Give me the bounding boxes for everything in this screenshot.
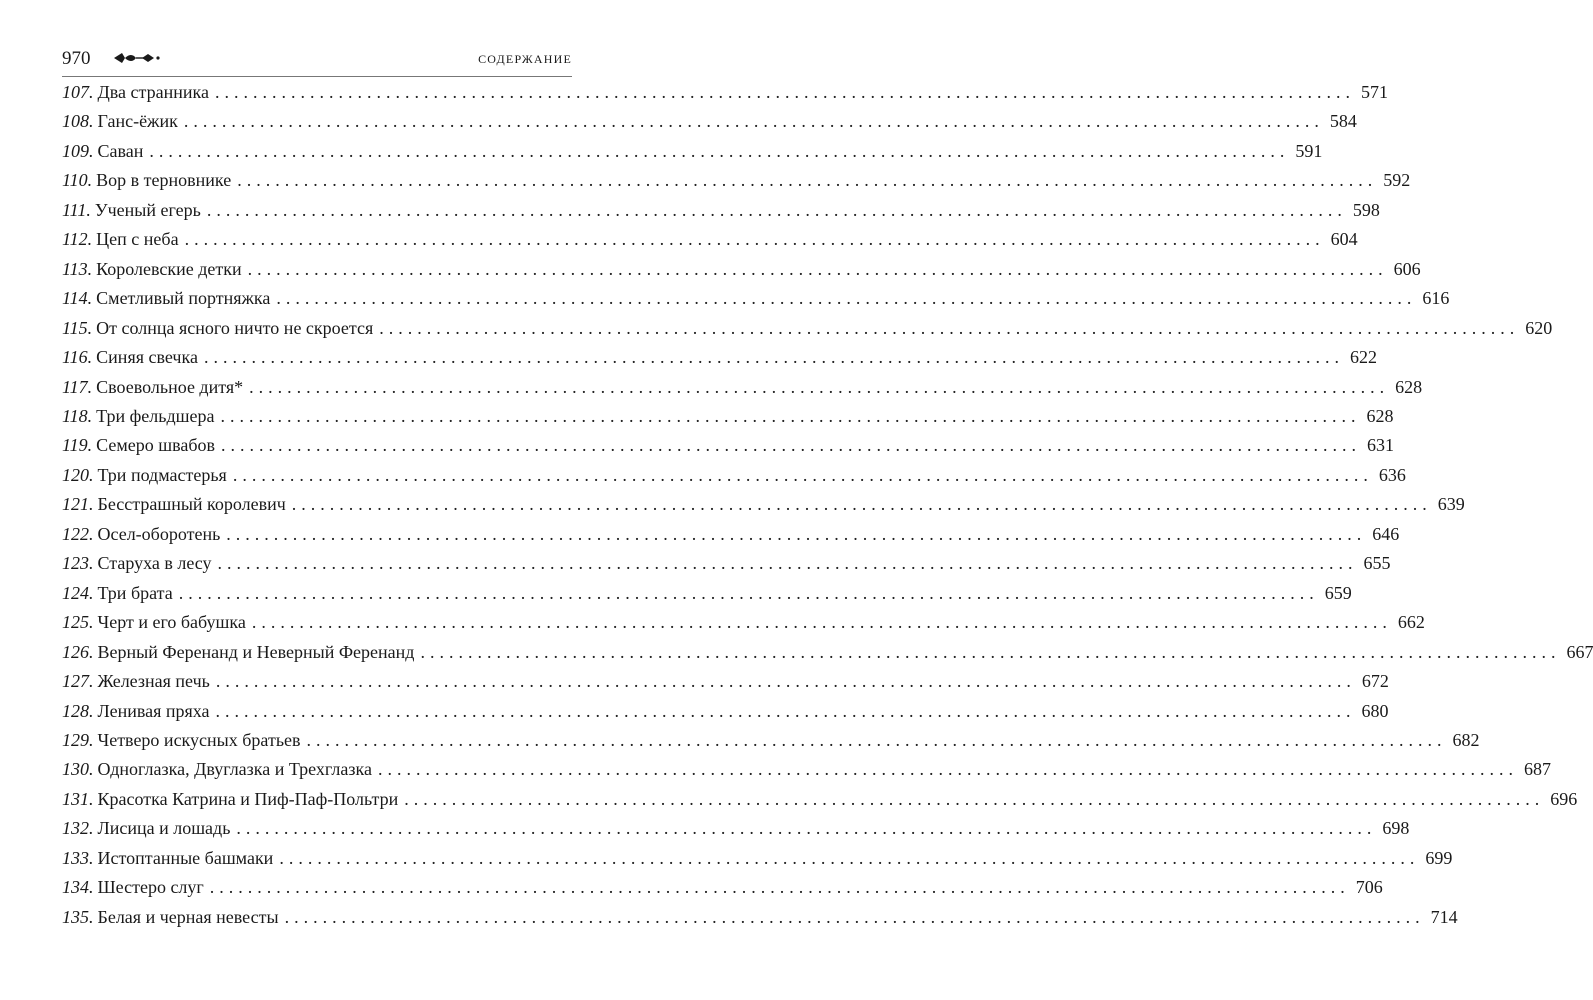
- toc-entry: [62, 431, 1395, 460]
- toc-entry-title: Одноглазка, Двуглазка и Трехглазка: [97, 759, 372, 780]
- toc-dot-leader: ........................................................................................................................: [279, 847, 1420, 868]
- toc-entry-title: Королевские детки: [96, 258, 242, 279]
- toc-entry-number: 125.: [62, 612, 94, 633]
- toc-entry-page: 706: [1355, 877, 1383, 898]
- toc-entry-page: 662: [1397, 612, 1425, 633]
- toc-entry-number: 130.: [62, 759, 94, 780]
- toc-entry-title: Сметливый портняжка: [96, 288, 271, 309]
- toc-dot-leader: ........................................................................................................................: [276, 288, 1417, 309]
- toc-entry-title: Старуха в лесу: [97, 553, 212, 574]
- toc-entry-number: 133.: [62, 847, 94, 868]
- toc-entry: [62, 461, 1406, 490]
- toc-entry-page: 604: [1330, 229, 1358, 250]
- toc-entry-number: 108.: [62, 111, 94, 132]
- toc-entry: [62, 844, 1453, 873]
- toc-dot-leader: ........................................................................................................................: [251, 612, 1392, 633]
- toc-dot-leader: ........................................................................................................................: [232, 464, 1373, 485]
- toc-entry: [62, 78, 1388, 107]
- toc-entry-title: Верный Ференанд и Неверный Ференанд: [97, 641, 415, 662]
- toc-entry-number: 107.: [62, 82, 94, 102]
- toc-entry-page: 698: [1382, 818, 1410, 839]
- page-header: [62, 46, 572, 77]
- toc-entry-page: 606: [1393, 258, 1421, 279]
- toc-dot-leader: ........................................................................................................................: [203, 347, 1344, 368]
- toc-entry-number: 121.: [62, 494, 94, 515]
- toc-entry-page: 687: [1523, 759, 1551, 780]
- toc-dot-leader: ........................................................................................................................: [306, 729, 1447, 750]
- toc-entry: [62, 196, 1380, 225]
- toc-entry: [62, 726, 1480, 755]
- toc-dot-leader: ........................................................................................................................: [178, 582, 1319, 603]
- toc-entry-page: 659: [1324, 582, 1352, 603]
- toc-entry: [62, 137, 1323, 166]
- table-of-contents: [62, 78, 1593, 932]
- toc-entry-page: 584: [1329, 111, 1357, 132]
- toc-entry: [62, 608, 1425, 637]
- toc-entry-title: Три подмастерья: [97, 464, 227, 485]
- toc-entry: [62, 785, 1578, 814]
- toc-entry-title: Три фельдшера: [96, 405, 215, 426]
- toc-entry-title: Ганс-ёжик: [97, 111, 178, 132]
- toc-entry: [62, 166, 1411, 195]
- toc-entry-number: 135.: [62, 906, 94, 927]
- toc-entry: [62, 755, 1551, 784]
- toc-dot-leader: ........................................................................................................................: [221, 435, 1362, 456]
- toc-entry-title: Лисица и лошадь: [97, 818, 231, 839]
- toc-dot-leader: ........................................................................................................................: [184, 229, 1325, 250]
- toc-entry: [62, 579, 1352, 608]
- toc-dot-leader: ........................................................................................................................: [236, 818, 1377, 839]
- toc-entry: [62, 903, 1458, 932]
- toc-dot-leader: ........................................................................................................................: [249, 376, 1390, 397]
- toc-entry-number: 112.: [62, 229, 93, 250]
- toc-entry-number: 111.: [62, 199, 91, 220]
- toc-entry-page: 591: [1295, 140, 1323, 161]
- toc-entry-title: Железная печь: [97, 671, 210, 692]
- toc-entry-page: 696: [1550, 788, 1578, 809]
- toc-entry: [62, 284, 1450, 313]
- toc-entry-title: Шестеро слуг: [97, 877, 204, 898]
- toc-entry-title: Синяя свечка: [96, 347, 198, 368]
- toc-entry-title: Три брата: [97, 582, 173, 603]
- toc-entry: [62, 520, 1400, 549]
- toc-entry-number: 127.: [62, 671, 94, 692]
- toc-dot-leader: ........................................................................................................................: [217, 553, 1358, 574]
- toc-dot-leader: ........................................................................................................................: [226, 523, 1367, 544]
- toc-entry-page: 616: [1422, 288, 1450, 309]
- toc-entry: [62, 314, 1553, 343]
- toc-entry-page: 622: [1349, 347, 1377, 368]
- toc-entry-number: 129.: [62, 729, 94, 750]
- ornament-flourish-icon: [112, 50, 166, 66]
- toc-entry-page: 682: [1452, 729, 1480, 750]
- toc-entry-number: 110.: [62, 170, 93, 191]
- toc-entry-title: Осел-оборотень: [97, 523, 221, 544]
- toc-dot-leader: ........................................................................................................................: [183, 111, 1324, 132]
- toc-entry-number: 119.: [62, 435, 93, 456]
- toc-entry: [62, 225, 1358, 254]
- toc-entry-title: Красотка Катрина и Пиф-Паф-Польтри: [97, 788, 399, 809]
- toc-entry-page: 699: [1425, 847, 1453, 868]
- toc-entry-number: 126.: [62, 641, 94, 662]
- toc-entry-title: Ученый егерь: [94, 199, 201, 220]
- toc-entry-number: 109.: [62, 140, 94, 161]
- toc-entry-page: 620: [1525, 317, 1553, 338]
- toc-dot-leader: ........................................................................................................................: [284, 906, 1425, 927]
- toc-entry-title: Два странника: [97, 82, 209, 102]
- toc-entry-page: 646: [1372, 523, 1400, 544]
- toc-entry-number: 116.: [62, 347, 93, 368]
- toc-entry-title: Ленивая пряха: [97, 700, 210, 721]
- toc-entry: [62, 549, 1391, 578]
- toc-entry-page: 631: [1367, 435, 1395, 456]
- toc-entry-number: 131.: [62, 788, 94, 809]
- toc-entry: [62, 667, 1389, 696]
- toc-dot-leader: ........................................................................................................................: [220, 405, 1361, 426]
- toc-entry: [62, 107, 1357, 136]
- toc-entry-number: 120.: [62, 464, 94, 485]
- toc-entry-title: Своевольное дитя*: [96, 376, 244, 397]
- toc-dot-leader: ........................................................................................................................: [404, 788, 1545, 809]
- toc-dot-leader: ........................................................................................................................: [214, 82, 1355, 102]
- toc-entry: [62, 402, 1394, 431]
- toc-dot-leader: ........................................................................................................................: [420, 641, 1561, 662]
- toc-entry-number: 115.: [62, 317, 93, 338]
- toc-entry-number: 122.: [62, 523, 94, 544]
- toc-entry: [62, 814, 1410, 843]
- toc-entry-number: 114.: [62, 288, 93, 309]
- toc-entry-title: Белая и черная невесты: [97, 906, 279, 927]
- toc-entry-number: 134.: [62, 877, 94, 898]
- toc-entry-title: Саван: [97, 140, 144, 161]
- toc-dot-leader: ........................................................................................................................: [215, 700, 1356, 721]
- toc-entry-number: 132.: [62, 818, 94, 839]
- toc-dot-leader: ........................................................................................................................: [247, 258, 1388, 279]
- toc-entry-number: 128.: [62, 700, 94, 721]
- toc-dot-leader: ........................................................................................................................: [209, 877, 1350, 898]
- toc-entry-page: 628: [1366, 405, 1394, 426]
- toc-entry-number: 118.: [62, 405, 93, 426]
- toc-entry: [62, 697, 1389, 726]
- toc-entry-page: 628: [1395, 376, 1423, 397]
- toc-entry: [62, 255, 1421, 284]
- toc-entry: [62, 873, 1383, 902]
- page-number: 970: [62, 48, 91, 69]
- toc-entry-title: Истоптанные башмаки: [97, 847, 274, 868]
- toc-entry-page: 667: [1566, 641, 1593, 662]
- toc-entry-page: 672: [1361, 671, 1389, 692]
- toc-entry-page: 592: [1383, 170, 1411, 191]
- toc-entry-title: Семеро швабов: [96, 435, 216, 456]
- toc-entry-page: 636: [1378, 464, 1406, 485]
- toc-dot-leader: ........................................................................................................................: [149, 140, 1290, 161]
- toc-entry-page: 639: [1437, 494, 1465, 515]
- toc-dot-leader: ........................................................................................................................: [215, 671, 1356, 692]
- toc-entry-number: 113.: [62, 258, 93, 279]
- toc-entry-title: Бесстрашный королевич: [97, 494, 286, 515]
- toc-entry-number: 117.: [62, 376, 93, 397]
- toc-dot-leader: ........................................................................................................................: [379, 317, 1520, 338]
- toc-dot-leader: ........................................................................................................................: [206, 199, 1347, 220]
- toc-dot-leader: ........................................................................................................................: [291, 494, 1432, 515]
- toc-entry: [62, 373, 1423, 402]
- toc-entry-title: Вор в терновнике: [96, 170, 232, 191]
- toc-entry: [62, 638, 1593, 667]
- toc-entry-number: 124.: [62, 582, 94, 603]
- section-title: СОДЕРЖАНИЕ: [478, 52, 572, 66]
- toc-entry-title: От солнца ясного ничто не скроется: [96, 317, 374, 338]
- toc-entry-title: Четверо искусных братьев: [97, 729, 301, 750]
- toc-entry-title: Черт и его бабушка: [97, 612, 246, 633]
- toc-dot-leader: ........................................................................................................................: [377, 759, 1518, 780]
- toc-entry: [62, 343, 1377, 372]
- toc-entry-number: 123.: [62, 553, 94, 574]
- toc-entry-page: 571: [1360, 82, 1388, 102]
- toc-dot-leader: ........................................................................................................................: [237, 170, 1378, 191]
- toc-entry-page: 598: [1352, 199, 1380, 220]
- toc-entry-page: 714: [1430, 906, 1458, 927]
- toc-entry: [62, 490, 1465, 519]
- toc-entry-page: 680: [1361, 700, 1389, 721]
- toc-entry-title: Цеп с неба: [96, 229, 179, 250]
- toc-entry-page: 655: [1363, 553, 1391, 574]
